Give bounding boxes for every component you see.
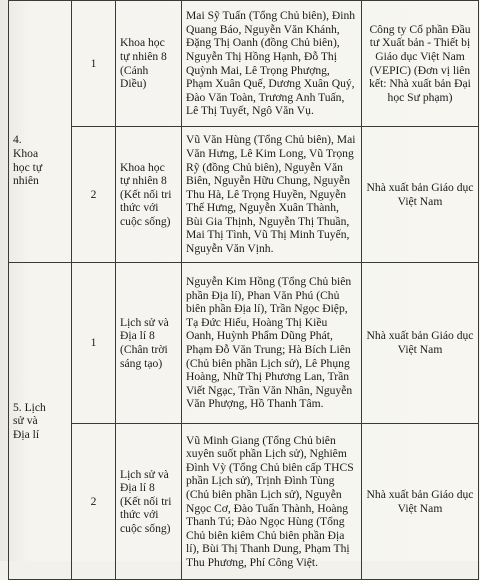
table-row	[9, 424, 479, 580]
publisher-cell: Nhà xuất bản Giáo dục Việt Nam	[362, 127, 479, 263]
row-number: 1	[72, 263, 116, 424]
authors-cell: Vũ Văn Hùng (Tổng Chủ biên), Mai Văn Hưng, Lê Kim Long, Vũ Trọng Rỹ (đồng Chủ biên), Nguyễn Văn Biên, Nguyễn Hữu Chung, Nguyễn Thu Hà, Lê Trọng Huyền, Nguyễn Thế Hưng, Nguyễn Xuân Thành, Bùi Gia Thịnh, Nguyễn Thị Thuần, Mai Thị Tình, Vũ Thị Minh Tuyến, Nguyễn Văn Vịnh.	[182, 127, 362, 263]
subject-label-line: 5. Lịch	[13, 400, 46, 414]
subject-label-line: sử và	[13, 414, 38, 428]
subject-label-line: nhiên	[13, 174, 39, 188]
row-number: 1	[72, 1, 116, 127]
authors-cell: Mai Sỹ Tuấn (Tổng Chủ biên), Đinh Quang Báo, Nguyễn Văn Khánh, Đặng Thị Oanh (đồng Chủ biên), Nguyễn Thị Hồng Hạnh, Đỗ Thị Quỳnh Mai, Lê Trọng Phượng, Phạm Xuân Quế, Dương Xuân Quý, Đào Văn Toàn, Trương Anh Tuấn, Lê Thị Tuyết, Ngô Văn Vụ.	[182, 1, 362, 127]
subject-label-line: Địa lí	[13, 427, 40, 441]
publisher-cell: Công ty Cổ phần Đầu tư Xuất bản - Thiết bị Giáo dục Việt Nam (VEPIC) (Đơn vị liên kết: Nhà xuất bản Đại học Sư phạm)	[362, 1, 479, 127]
book-title: Khoa học tự nhiên 8 (Kết nối tri thức với cuộc sống)	[116, 127, 182, 263]
row-number: 2	[72, 127, 116, 263]
subject-label-line: 4.	[13, 133, 22, 147]
subject-label-line: học tự	[13, 160, 43, 174]
authors-cell: Vũ Minh Giang (Tổng Chủ biên xuyên suốt phần Lịch sử), Nghiêm Đình Vỳ (Tổng Chủ biên cấp THCS phần Lịch sử), Trịnh Đình Tùng (Chủ biên phần Lịch sử), Nguyễn Ngọc Cơ, Đào Tuấn Thành, Hoàng Thanh Tú; Đào Ngọc Hùng (Tổng Chủ biên kiêm Chủ biên phần Địa lí), Bùi Thị Thanh Dung, Phạm Thị Thu Phương, Phí Công Việt.	[182, 424, 362, 580]
textbook-table	[8, 0, 479, 580]
subject-cell-history-geography	[9, 263, 72, 580]
publisher-cell: Nhà xuất bản Giáo dục Việt Nam	[362, 263, 479, 424]
row-number: 2	[72, 424, 116, 580]
publisher-cell: Nhà xuất bản Giáo dục Việt Nam	[362, 424, 479, 580]
table-row	[9, 127, 479, 263]
book-title: Khoa học tự nhiên 8 (Cánh Diều)	[116, 1, 182, 127]
table-row	[9, 263, 479, 424]
table-row	[9, 1, 479, 127]
book-title: Lịch sử và Địa lí 8 (Kết nối tri thức với cuộc sống)	[116, 424, 182, 580]
authors-cell: Nguyễn Kim Hồng (Tổng Chủ biên phần Địa lí), Phan Văn Phú (Chủ biên phần Địa lí), Trần Ngọc Điệp, Tạ Đức Hiếu, Hoàng Thị Kiều Oanh, Huỳnh Phẩm Dũng Phát, Phạm Đỗ Văn Trung; Hà Bích Liên (Chủ biên phần Lịch sử), Lê Phụng Hoàng, Nhữ Thị Phương Lan, Trần Viết Ngạc, Trần Văn Nhân, Nguyễn Văn Phượng, Hồ Thanh Tâm.	[182, 263, 362, 424]
subject-label-line: Khoa	[13, 146, 39, 160]
book-title: Lịch sử và Địa lí 8 (Chân trời sáng tạo)	[116, 263, 182, 424]
subject-cell-science	[9, 1, 72, 263]
